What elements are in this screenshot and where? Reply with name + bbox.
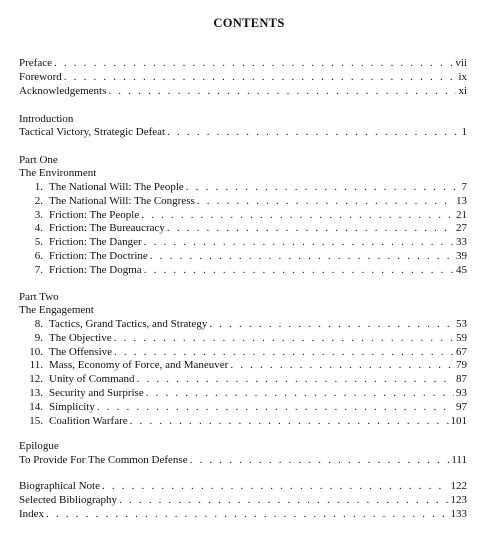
dot-leader	[144, 264, 454, 277]
chapter-number: 6.	[34, 250, 43, 262]
toc-chapter-entry[interactable]	[19, 236, 467, 249]
toc-page-number: 122	[450, 480, 467, 492]
toc-entry-label: Foreword	[19, 71, 62, 83]
toc-chapter-entry[interactable]	[19, 318, 467, 331]
toc-page-number: 53	[456, 318, 467, 330]
chapter-number: 12.	[29, 373, 43, 386]
toc-page-number: 45	[456, 263, 467, 276]
dot-leader	[197, 195, 454, 208]
toc-page-number: 67	[456, 345, 467, 358]
toc-chapter-entry[interactable]	[19, 346, 467, 359]
chapter-number: 9.	[34, 331, 43, 344]
section-heading-introduction: Introduction	[19, 113, 74, 125]
dot-leader	[137, 373, 454, 386]
dot-leader	[167, 222, 454, 235]
chapter-number: 10.	[29, 345, 43, 358]
dot-leader	[186, 181, 460, 194]
dot-leader	[108, 85, 456, 98]
toc-page-number: 13	[456, 194, 467, 207]
toc-entry-label: The Offensive	[49, 345, 113, 358]
chapter-number: 14.	[29, 400, 43, 413]
toc-chapter-entry[interactable]	[19, 250, 467, 263]
toc-page-number: 97	[456, 400, 467, 413]
toc-entry-biographical-note[interactable]	[19, 480, 467, 493]
dot-leader	[146, 387, 454, 400]
dot-leader	[209, 318, 454, 331]
toc-entry-label: Selected Bibliography	[19, 494, 118, 506]
chapter-number: 3.	[34, 208, 43, 221]
toc-page-number: 101	[450, 414, 467, 427]
toc-entry-label: Acknowledgements	[19, 85, 107, 97]
toc-page-number: 123	[450, 494, 467, 506]
toc-chapter-entry[interactable]	[19, 373, 467, 386]
chapter-number: 8.	[34, 318, 43, 330]
chapter-number: 1.	[34, 181, 43, 193]
toc-page-number: 111	[451, 454, 467, 466]
toc-entry-preface[interactable]	[19, 57, 467, 70]
toc-entry-label: Tactics, Grand Tactics, and Strategy	[49, 318, 208, 330]
toc-chapter-entry[interactable]	[19, 415, 467, 428]
toc-entry-index[interactable]	[19, 508, 467, 521]
page-title: CONTENTS	[213, 16, 285, 30]
toc-page-number: vii	[455, 57, 467, 69]
toc-page-number: 93	[456, 387, 467, 399]
toc-chapter-entry[interactable]	[19, 401, 467, 414]
chapter-number: 11.	[29, 359, 43, 372]
toc-entry-label: Biographical Note	[19, 480, 100, 492]
toc-entry-label: Simplicity	[49, 400, 95, 413]
toc-page-number: 87	[456, 373, 467, 386]
toc-entry-label: Security and Surprise	[49, 387, 144, 399]
dot-leader	[230, 359, 454, 372]
toc-entry-label: Coalition Warfare	[49, 414, 128, 427]
dot-leader	[114, 346, 454, 359]
toc-entry-label: Friction: The People	[49, 208, 140, 221]
chapter-number: 2.	[34, 194, 43, 207]
part-subheading: The Environment	[19, 167, 97, 179]
toc-chapter-entry[interactable]	[19, 222, 467, 235]
toc-chapter-entry[interactable]	[19, 209, 467, 222]
toc-chapter-entry[interactable]	[19, 195, 467, 208]
toc-entry-label: Friction: The Doctrine	[49, 250, 148, 262]
dot-leader	[54, 57, 453, 70]
toc-page-number: 133	[450, 508, 467, 520]
toc-chapter-entry[interactable]	[19, 264, 467, 277]
toc-chapter-entry[interactable]	[19, 332, 467, 345]
toc-page-number: 21	[456, 208, 467, 221]
chapter-number: 15.	[29, 414, 43, 427]
toc-entry-label: Friction: The Danger	[49, 236, 142, 249]
dot-leader	[119, 494, 448, 507]
toc-page-number: 33	[456, 236, 467, 249]
toc-entry-label: The Objective	[49, 331, 112, 344]
section-heading-epilogue: Epilogue	[19, 440, 59, 452]
toc-entry-label: Tactical Victory, Strategic Defeat	[19, 126, 166, 138]
dot-leader	[97, 401, 454, 414]
chapter-number: 4.	[34, 222, 43, 235]
toc-page-number: xi	[458, 85, 467, 97]
dot-leader	[130, 415, 449, 428]
toc-chapter-entry[interactable]	[19, 181, 467, 194]
toc-entry-acknowledgements[interactable]	[19, 85, 467, 98]
toc-page-number: 7	[461, 181, 467, 193]
toc-entry-label: Unity of Command	[49, 373, 135, 386]
part-subheading: The Engagement	[19, 304, 94, 316]
dot-leader	[64, 71, 457, 84]
toc-entry-foreword[interactable]	[19, 71, 467, 84]
chapter-number: 5.	[34, 236, 43, 249]
dot-leader	[114, 332, 454, 345]
toc-entry-label: The National Will: The Congress	[49, 194, 195, 207]
toc-entry-label: Friction: The Dogma	[49, 263, 142, 276]
chapter-number: 7.	[34, 263, 43, 276]
toc-page-number: 1	[461, 126, 467, 138]
toc-entry-label: The National Will: The People	[49, 181, 184, 193]
toc-entry-label: Friction: The Bureaucracy	[49, 222, 165, 235]
dot-leader	[46, 508, 448, 521]
dot-leader	[102, 480, 449, 493]
toc-entry-introduction[interactable]	[19, 126, 467, 139]
dot-leader	[141, 209, 454, 222]
dot-leader	[167, 126, 459, 139]
dot-leader	[144, 236, 454, 249]
toc-entry-label: Index	[19, 508, 45, 520]
toc-entry-label: Preface	[19, 57, 52, 69]
toc-chapter-entry[interactable]	[19, 387, 467, 400]
toc-page-number: 27	[456, 222, 467, 235]
toc-entry-label: Mass, Economy of Force, and Maneuver	[49, 359, 229, 372]
toc-page-number: ix	[458, 71, 467, 83]
part-heading: Part One	[19, 154, 58, 166]
toc-entry-label: To Provide For The Common Defense	[19, 454, 188, 466]
dot-leader	[190, 454, 450, 467]
toc-chapter-entry[interactable]	[19, 359, 467, 372]
toc-entry-epilogue[interactable]	[19, 454, 467, 467]
part-heading: Part Two	[19, 291, 59, 303]
toc-entry-selected-bibliography[interactable]	[19, 494, 467, 507]
chapter-number: 13.	[29, 387, 43, 399]
dot-leader	[150, 250, 454, 263]
toc-page-number: 59	[456, 331, 467, 344]
toc-page-number: 39	[456, 250, 467, 262]
toc-page-number: 79	[456, 359, 467, 372]
